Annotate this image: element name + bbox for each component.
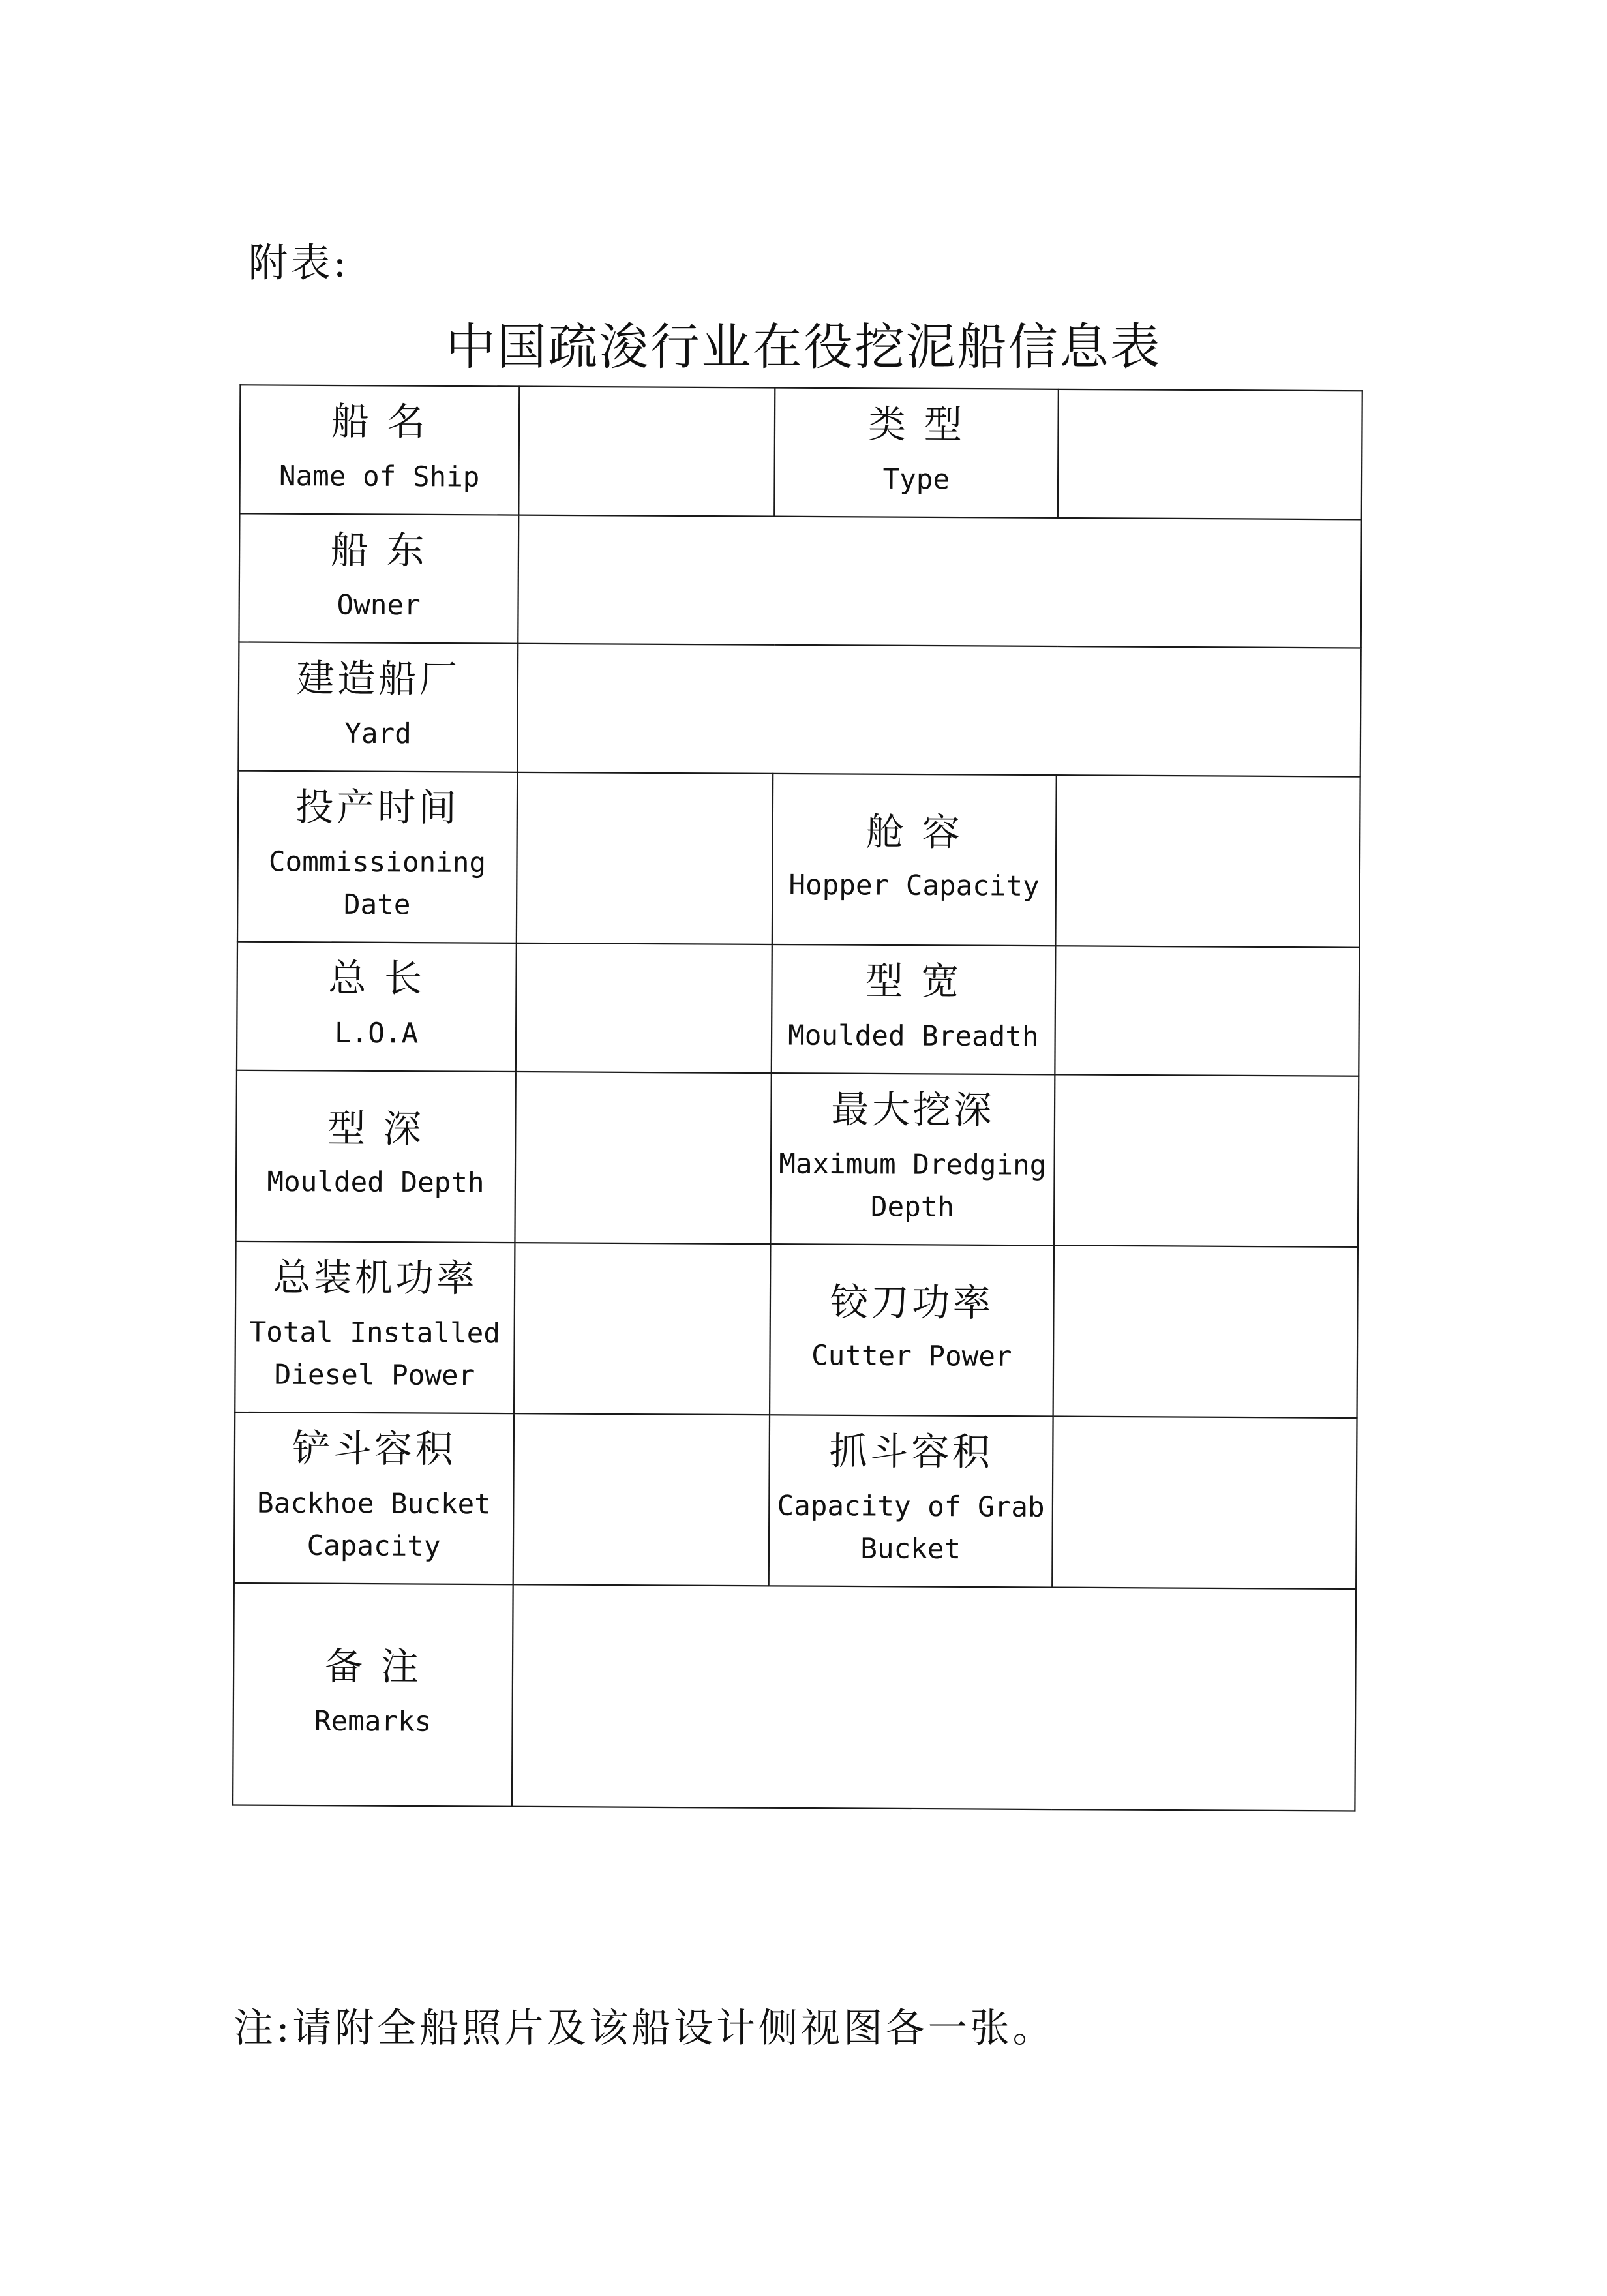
- grab-bucket-value[interactable]: [1052, 1417, 1357, 1590]
- attachment-label: 附表:: [248, 241, 350, 287]
- grab-bucket-en: Capacity of Grab Bucket: [777, 1489, 1045, 1565]
- yard-en: Yard: [344, 717, 412, 750]
- table-row: [235, 1241, 1358, 1418]
- grab-bucket-label: [769, 1415, 1053, 1587]
- moulded-breadth-value[interactable]: [1055, 946, 1359, 1076]
- backhoe-bucket-label: [234, 1412, 514, 1584]
- remarks-value[interactable]: [512, 1584, 1356, 1811]
- hopper-capacity-en: Hopper Capacity: [788, 869, 1040, 903]
- total-power-value[interactable]: [514, 1243, 770, 1415]
- type-value[interactable]: [1058, 389, 1362, 520]
- table-row: [237, 942, 1359, 1076]
- table-row: [239, 385, 1362, 519]
- hopper-capacity-value[interactable]: [1055, 775, 1360, 948]
- remarks-zh: 备 注: [324, 1646, 422, 1691]
- cutter-power-value[interactable]: [1053, 1245, 1358, 1418]
- cutter-power-zh: 铰刀功率: [830, 1281, 994, 1327]
- footnote: 注:请附全船照片及该船设计侧视图各一张。: [233, 2006, 1055, 2051]
- max-dredging-depth-zh: 最大挖深: [831, 1089, 995, 1134]
- hopper-capacity-label: [772, 774, 1057, 946]
- loa-en: L.O.A: [334, 1016, 419, 1050]
- backhoe-bucket-en: Backhoe Bucket Capacity: [256, 1487, 491, 1563]
- loa-value[interactable]: [516, 943, 772, 1073]
- remarks-en: Remarks: [314, 1704, 432, 1738]
- owner-en: Owner: [337, 588, 421, 622]
- owner-label: [239, 513, 518, 643]
- ship-name-label: [239, 385, 519, 515]
- commissioning-date-en: Commissioning Date: [268, 845, 487, 921]
- cutter-power-en: Cutter Power: [811, 1340, 1012, 1374]
- owner-value[interactable]: [518, 515, 1361, 648]
- moulded-depth-en: Moulded Depth: [267, 1166, 485, 1200]
- remarks-label: [233, 1583, 513, 1807]
- loa-zh: 总 长: [328, 958, 425, 1003]
- grab-bucket-zh: 抓斗容积: [829, 1431, 993, 1476]
- table-row: [233, 1583, 1356, 1811]
- table-row: [238, 642, 1360, 776]
- backhoe-bucket-zh: 铲斗容积: [292, 1428, 457, 1473]
- type-zh: 类 型: [867, 404, 965, 449]
- cutter-power-label: [770, 1244, 1054, 1416]
- owner-zh: 船 东: [330, 530, 428, 575]
- total-power-label: [235, 1241, 515, 1413]
- yard-label: [238, 642, 518, 772]
- loa-label: [237, 942, 517, 1072]
- max-dredging-depth-label: [770, 1073, 1055, 1245]
- moulded-depth-value[interactable]: [515, 1072, 771, 1244]
- total-power-en: Total Installed Diesel Power: [249, 1316, 501, 1392]
- ship-name-zh: 船 名: [331, 401, 428, 446]
- total-power-zh: 总装机功率: [273, 1257, 478, 1303]
- commissioning-date-label: [237, 771, 517, 943]
- backhoe-bucket-value[interactable]: [513, 1413, 770, 1586]
- max-dredging-depth-en: Maximum Dredging Depth: [779, 1147, 1047, 1224]
- moulded-breadth-label: [772, 944, 1056, 1074]
- moulded-breadth-en: Moulded Breadth: [788, 1019, 1039, 1053]
- ship-name-value[interactable]: [518, 386, 775, 516]
- moulded-breadth-zh: 型 宽: [865, 961, 963, 1006]
- ship-name-en: Name of Ship: [278, 460, 480, 493]
- moulded-depth-label: [236, 1070, 516, 1243]
- max-dredging-depth-value[interactable]: [1054, 1074, 1359, 1247]
- commissioning-date-value[interactable]: [517, 772, 773, 944]
- hopper-capacity-zh: 舱 容: [865, 811, 963, 856]
- form-title: 中国疏浚行业在役挖泥船信息表: [445, 318, 1162, 377]
- ship-info-table: [232, 384, 1363, 1812]
- table-row: [239, 513, 1361, 648]
- table-row: [234, 1412, 1357, 1589]
- yard-zh: 建造船厂: [296, 658, 460, 703]
- moulded-depth-zh: 型 深: [327, 1108, 425, 1153]
- table-row: [236, 1070, 1359, 1247]
- type-en: Type: [882, 462, 950, 496]
- type-label: [774, 388, 1059, 518]
- commissioning-date-zh: 投产时间: [295, 787, 460, 832]
- table-row: [237, 771, 1360, 948]
- yard-value[interactable]: [517, 644, 1360, 777]
